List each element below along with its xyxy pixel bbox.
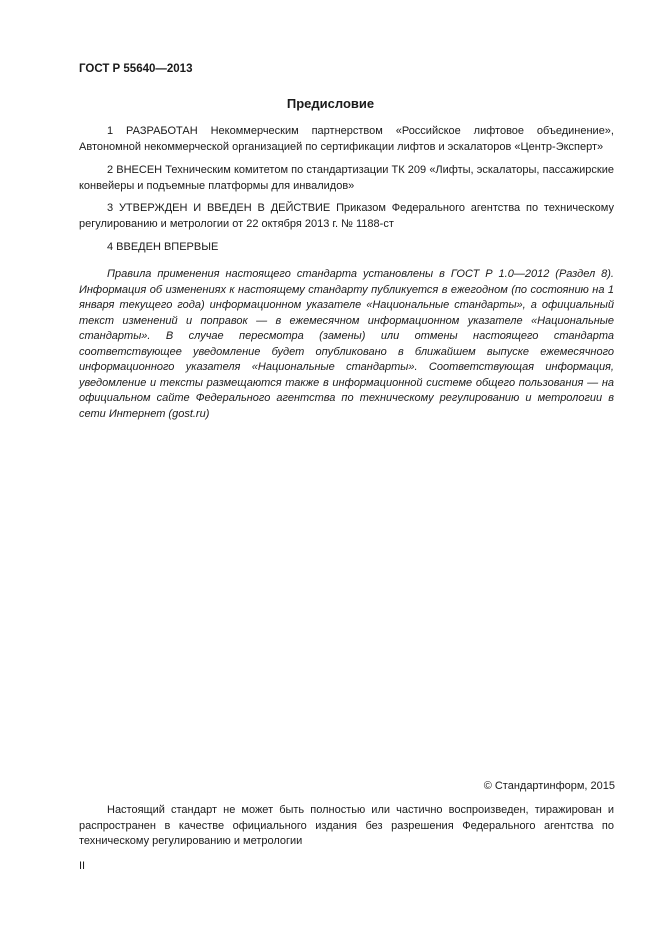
reproduction-notice: Настоящий стандарт не может быть полностью или частично воспроизведен, тиражирован и распространен в качестве официального издания без разрешения Федерального агентства по техническому регулированию и метрологии xyxy=(79,804,614,847)
page-number: II xyxy=(79,860,86,872)
paragraph-approved: 3 УТВЕРЖДЕН И ВВЕДЕН В ДЕЙСТВИЕ Приказом Федерального агентства по техническому регулированию и метрологии от 22 октября 2013 г. № 1188-ст xyxy=(79,202,614,230)
paragraph-developed: 1 РАЗРАБОТАН Некоммерческим партнерством «Российское лифтовое объединение», Автономной некоммерческой организацией по сертификации лифтов и эскалаторов «Центр-Эксперт» xyxy=(79,125,614,153)
paragraph-introduced: 4 ВВЕДЕН ВПЕРВЫЕ xyxy=(107,241,219,253)
document-code: ГОСТ Р 55640—2013 xyxy=(79,63,193,75)
section-title: Предисловие xyxy=(286,96,375,111)
notice-paragraph: Правила применения настоящего стандарта установлены в ГОСТ Р 1.0—2012 (Раздел 8). Информация об изменениях к настоящему стандарту публикуется в ежегодном (по состоянию на 1 января текущего года) информационном указателе «Национальные стандарты», а официальный текст изменений и поправок — в ежемесячном информационном указателе «Национальные стандарты». В случае пересмотра (замены) или отмены настоящего стандарта соответствующее уведомление будет опубликовано в ближайшем выпуске ежемесячного информационного указателя «Национальные стандарты». Соответствующая информация, уведомление и тексты размещаются также в информационной системе общего пользования — на официальном сайте Федерального агентства по техническому регулированию и метрологии в сети Интернет (gost.ru) xyxy=(79,268,614,420)
copyright-notice: © Стандартинформ, 2015 xyxy=(483,780,615,792)
paragraph-submitted: 2 ВНЕСЕН Техническим комитетом по стандартизации ТК 209 «Лифты, эскалаторы, пассажирские конвейеры и подъемные платформы для инвалидов» xyxy=(79,164,614,192)
